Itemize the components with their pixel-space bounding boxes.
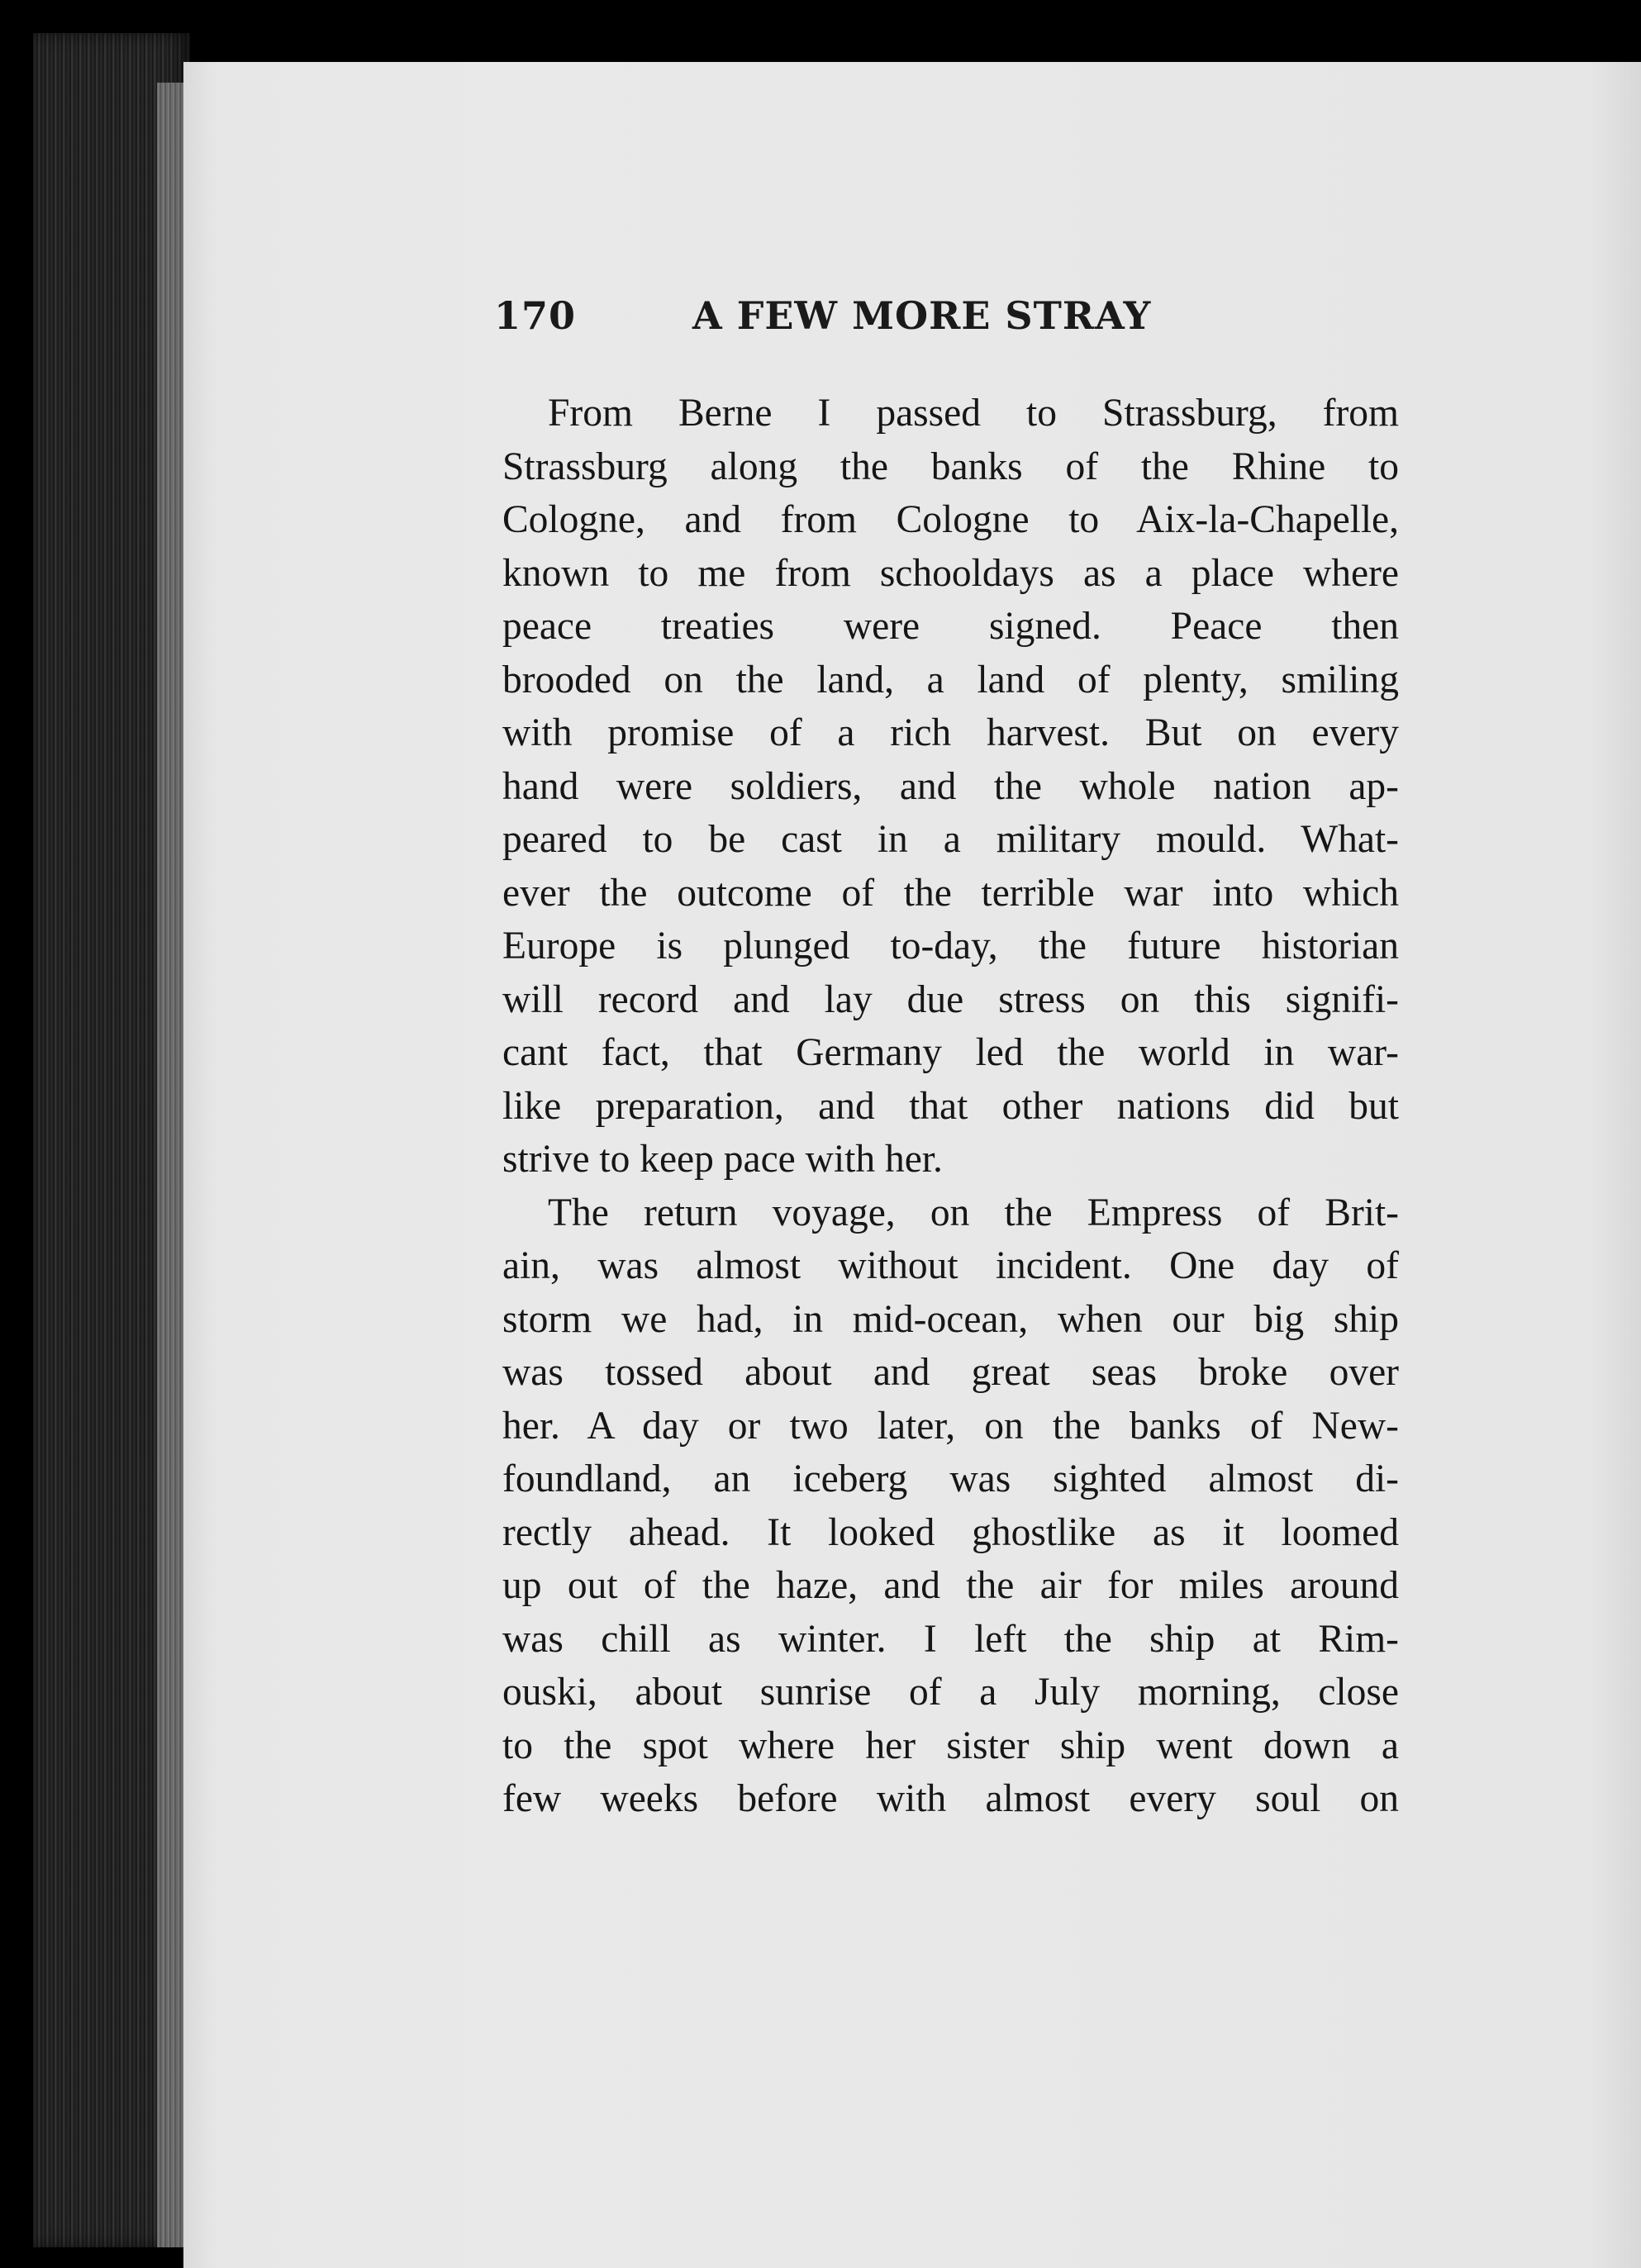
text-line: Europe is plunged to-day, the future historian bbox=[502, 925, 1399, 968]
text-line: foundland, an iceberg was sighted almost di- bbox=[502, 1457, 1399, 1500]
text-line: ever the outcome of the terrible war into which bbox=[502, 871, 1399, 915]
text-line: strive to keep pace with her. bbox=[502, 1138, 943, 1181]
text-line: brooded on the land, a land of plenty, smiling bbox=[502, 658, 1399, 701]
text-line: will record and lay due stress on this signifi- bbox=[502, 977, 1399, 1021]
page-number: 170 bbox=[494, 293, 577, 338]
text-line: ain, was almost without incident. One day of bbox=[502, 1244, 1399, 1287]
text-line: ouski, about sunrise of a July morning, close bbox=[502, 1671, 1399, 1714]
text-line: hand were soldiers, and the whole nation ap- bbox=[502, 764, 1399, 808]
text-line: storm we had, in mid-ocean, when our big ship bbox=[502, 1297, 1399, 1341]
paragraph-2 bbox=[502, 1186, 1399, 1826]
text-line: was chill as winter. I left the ship at Rim- bbox=[502, 1617, 1399, 1661]
text-line: like preparation, and that other nations did but bbox=[502, 1084, 1399, 1128]
text-line: to the spot where her sister ship went down a bbox=[502, 1724, 1399, 1767]
text-line: was tossed about and great seas broke over bbox=[502, 1351, 1399, 1394]
body-text bbox=[502, 387, 1399, 1826]
text-line: with promise of a rich harvest. But on every bbox=[502, 711, 1399, 754]
text-line: her. A day or two later, on the banks of New- bbox=[502, 1404, 1399, 1448]
text-line: The return voyage, on the Empress of Brit- bbox=[548, 1191, 1399, 1234]
running-title: A FEW MORE STRAY bbox=[692, 293, 1152, 338]
text-line: From Berne I passed to Strassburg, from bbox=[548, 392, 1399, 435]
text-line: peace treaties were signed. Peace then bbox=[502, 605, 1399, 648]
text-line: Strassburg along the banks of the Rhine to bbox=[502, 445, 1399, 488]
paragraph-1 bbox=[502, 387, 1399, 1186]
text-line: rectly ahead. It looked ghostlike as it loomed bbox=[502, 1510, 1399, 1554]
text-line: known to me from schooldays as a place where bbox=[502, 551, 1399, 595]
running-head bbox=[494, 293, 1403, 343]
text-line: peared to be cast in a military mould. What- bbox=[502, 818, 1399, 861]
text-line: Cologne, and from Cologne to Aix-la-Chapelle, bbox=[502, 498, 1399, 541]
text-line: few weeks before with almost every soul on bbox=[502, 1777, 1399, 1820]
text-line: up out of the haze, and the air for miles around bbox=[502, 1564, 1399, 1607]
text-line: cant fact, that Germany led the world in war- bbox=[502, 1031, 1399, 1074]
page-block-edge bbox=[33, 33, 190, 2247]
